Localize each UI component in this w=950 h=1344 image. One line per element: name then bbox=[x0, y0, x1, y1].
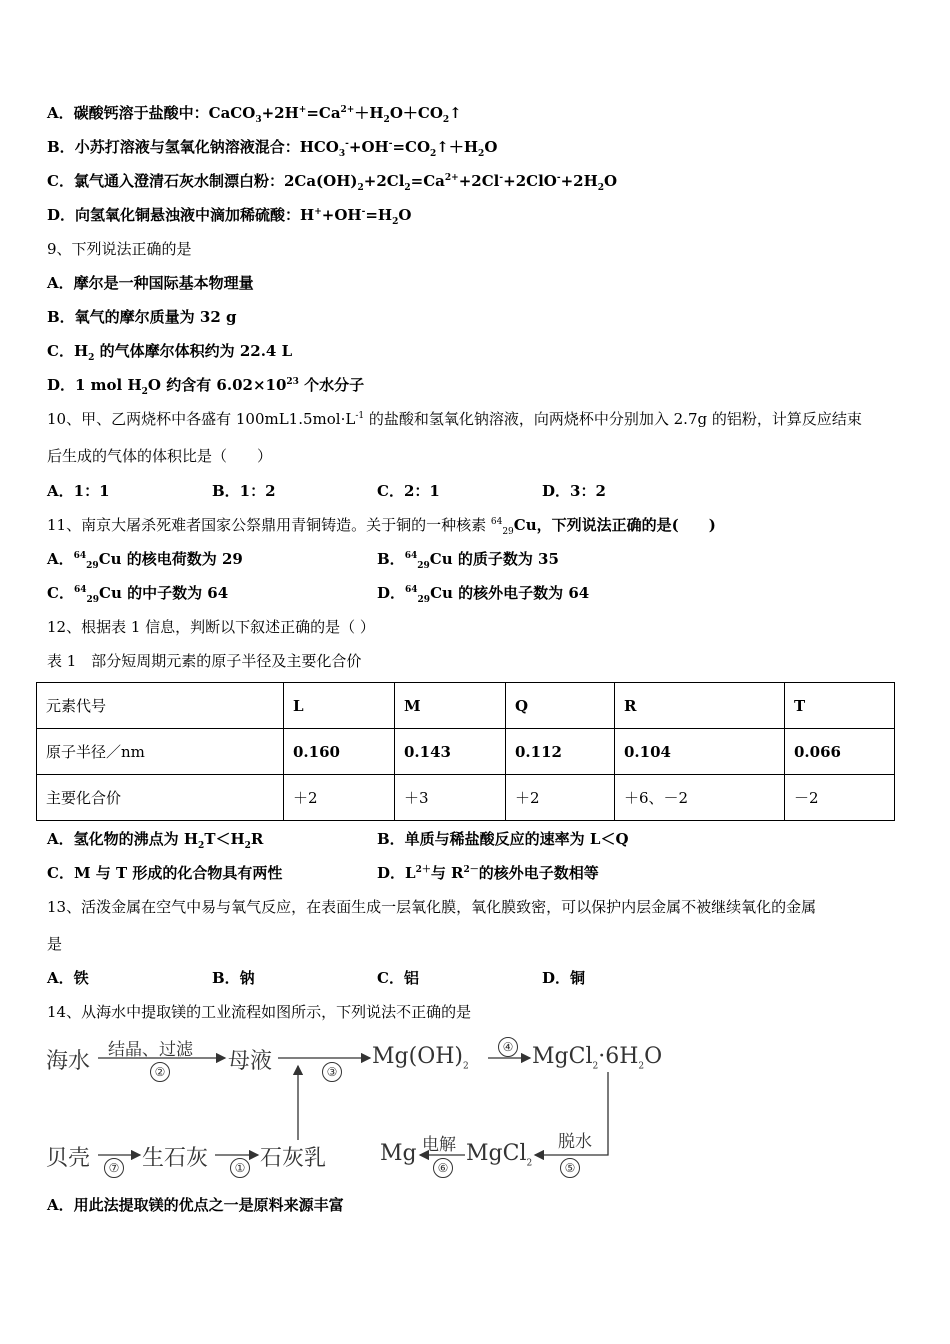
table-row-label: 主要化合价 bbox=[37, 775, 284, 821]
q8-option-c: C．氯气通入澄清石灰水制漂白粉：$2Ca(OH)_2+2Cl_2=Ca^{2+}+2Cl^-+2ClO^-+2H_2O$ bbox=[47, 172, 618, 193]
q10-options bbox=[47, 481, 907, 501]
q12-option-d: D．$L^{2+}$与 $R^{2-}$的核外电子数相等 bbox=[377, 864, 599, 882]
q11-option-c: C．$^{64}_{29}$Cu 的中子数为 64 bbox=[47, 584, 229, 605]
table-cell: ＋3 bbox=[395, 775, 506, 821]
q10-option-d: D．3：2 bbox=[542, 482, 606, 500]
q8-option-a: A．碳酸钙溶于盐酸中：$CaCO_3+2H^+=Ca^{2+}+H_2O+CO_2↑$ bbox=[47, 104, 462, 125]
table-cell: ＋2 bbox=[506, 775, 615, 821]
table-cell: ＋2 bbox=[284, 775, 395, 821]
q14-option-a: A．用此法提取镁的优点之一是原料来源丰富 bbox=[47, 1196, 344, 1214]
q9-option-c: C．$H_2$ 的气体摩尔体积约为 22.4 L bbox=[47, 342, 293, 363]
table-header-cell: 元素代号 bbox=[37, 683, 284, 729]
q13-option-a: A．铁 bbox=[47, 969, 89, 987]
lime-milk-label: 石灰乳 bbox=[260, 1146, 327, 1171]
mgcl2-label: MgCl$_2$ bbox=[466, 1141, 533, 1169]
q9-option-d: D．1 mol $H_2O$ 约含有 $6.02\times 10^{23}$ 个水分子 bbox=[47, 376, 365, 397]
step2-condition-label: 结晶、过滤 bbox=[108, 1040, 193, 1060]
quicklime-label: 生石灰 bbox=[142, 1146, 209, 1171]
table-header-cell: M bbox=[395, 683, 506, 729]
table-cell: 0.112 bbox=[506, 729, 615, 775]
step7-number: ⑦ bbox=[104, 1158, 124, 1178]
q13-option-b: B．钠 bbox=[212, 969, 255, 987]
q12-table-caption: 表 1 部分短周期元素的原子半径及主要化合价 bbox=[47, 652, 362, 670]
table-row bbox=[37, 775, 895, 821]
q13-stem-line2: 是 bbox=[47, 935, 63, 953]
step3-number: ③ bbox=[322, 1062, 342, 1082]
table-header-cell: Q bbox=[506, 683, 615, 729]
q11-options-row2 bbox=[47, 583, 907, 603]
q10-stem-line2: 后生成的气体的体积比是（ ） bbox=[47, 447, 273, 465]
q11-stem: 11、南京大屠杀死难者国家公祭鼎用青铜铸造。关于铜的一种核素 $^{64}_{29}$Cu，下列说法正确的是( ) bbox=[47, 516, 716, 537]
table-row-label: 原子半径／nm bbox=[37, 729, 284, 775]
table-cell: 0.104 bbox=[615, 729, 785, 775]
table-cell: ＋6、－2 bbox=[615, 775, 785, 821]
q13-option-d: D．铜 bbox=[542, 969, 586, 987]
step4-number: ④ bbox=[498, 1037, 518, 1057]
q9-option-b: B．氧气的摩尔质量为 32 g bbox=[47, 308, 237, 326]
q12-option-a: A．氢化物的沸点为 $H_2T<H_2R$ bbox=[47, 830, 264, 851]
table-cell: 0.066 bbox=[785, 729, 895, 775]
q12-stem: 12、根据表 1 信息，判断以下叙述正确的是（ ） bbox=[47, 618, 375, 636]
step1-number: ① bbox=[230, 1158, 250, 1178]
element-table bbox=[36, 682, 895, 821]
q14-stem: 14、从海水中提取镁的工业流程如图所示，下列说法不正确的是 bbox=[47, 1003, 472, 1021]
table-cell: －2 bbox=[785, 775, 895, 821]
step2-number: ② bbox=[150, 1062, 170, 1082]
q10-option-a: A．1：1 bbox=[47, 482, 110, 500]
table-header-cell: T bbox=[785, 683, 895, 729]
seawater-label: 海水 bbox=[46, 1049, 91, 1074]
table-header-cell: L bbox=[284, 683, 395, 729]
q13-stem-line1: 13、活泼金属在空气中易与氧气反应，在表面生成一层氧化膜，氧化膜致密，可以保护内层金属不被继续氧化的金属 bbox=[47, 898, 817, 916]
step6-number: ⑥ bbox=[433, 1158, 453, 1178]
q11-option-a: A．$^{64}_{29}$Cu 的核电荷数为 29 bbox=[47, 550, 243, 571]
q11-options-row1 bbox=[47, 549, 907, 569]
table-header-cell: R bbox=[615, 683, 785, 729]
table-row bbox=[37, 729, 895, 775]
q12-options-row2 bbox=[47, 863, 907, 883]
magnesium-flow-diagram bbox=[40, 1030, 680, 1180]
mother-liquor-label: 母液 bbox=[228, 1049, 273, 1074]
q13-options bbox=[47, 968, 907, 988]
table-cell: 0.143 bbox=[395, 729, 506, 775]
q10-option-c: C．2：1 bbox=[377, 482, 440, 500]
mg-label: Mg bbox=[380, 1141, 417, 1166]
q13-option-c: C．铝 bbox=[377, 969, 419, 987]
q12-option-b: B．单质与稀盐酸反应的速率为 L＜Q bbox=[377, 830, 629, 848]
table-header-row bbox=[37, 683, 895, 729]
q9-stem: 9、下列说法正确的是 bbox=[47, 240, 192, 258]
q10-option-b: B．1：2 bbox=[212, 482, 276, 500]
electrolysis-label: 电解 bbox=[422, 1135, 456, 1155]
table-cell: 0.160 bbox=[284, 729, 395, 775]
q12-options-row1 bbox=[47, 829, 907, 849]
q12-option-c: C．M 与 T 形成的化合物具有两性 bbox=[47, 864, 283, 882]
q8-option-b: B．小苏打溶液与氢氧化钠溶液混合：$HCO_3^-+OH^-=CO_2↑+H_2O$ bbox=[47, 138, 498, 159]
q9-option-a: A．摩尔是一种国际基本物理量 bbox=[47, 274, 254, 292]
q11-option-b: B．$^{64}_{29}$Cu 的质子数为 35 bbox=[377, 550, 559, 571]
shell-label: 贝壳 bbox=[46, 1146, 91, 1171]
q11-option-d: D．$^{64}_{29}$Cu 的核外电子数为 64 bbox=[377, 584, 590, 605]
q8-option-d: D．向氢氧化铜悬浊液中滴加稀硫酸：$H^++OH^-=H_2O$ bbox=[47, 206, 412, 227]
step5-number: ⑤ bbox=[560, 1158, 580, 1178]
mgoh2-label: $Mg(OH)_2$ bbox=[372, 1044, 469, 1072]
mgcl2-hydrate-label: $MgCl_2\cdot 6H_2O$ bbox=[532, 1044, 663, 1072]
q10-stem-line1: 10、甲、乙两烧杯中各盛有 $100mL1.5mol\cdot L^{-1}$ 的盐酸和氢氧化钠溶液，向两烧杯中分别加入 2.7g 的铝粉，计算反应结束 bbox=[47, 410, 862, 428]
dehydrate-label: 脱水 bbox=[558, 1132, 592, 1152]
